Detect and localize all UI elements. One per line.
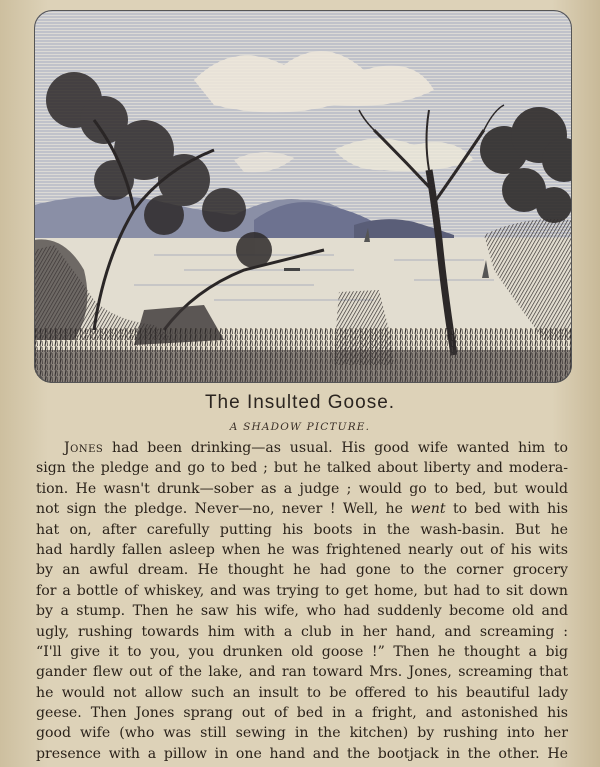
text-line bbox=[36, 479, 568, 499]
text-run: he would not allow such an insult to be offered to his beautiful lady bbox=[36, 684, 568, 701]
text-run: for a bottle of whiskey, and was trying to get home, but had to sit down bbox=[36, 582, 568, 599]
text-line bbox=[36, 703, 568, 723]
text-line bbox=[36, 560, 568, 580]
text-line bbox=[36, 744, 568, 764]
story-subtitle: A SHADOW PICTURE. bbox=[229, 421, 371, 433]
opening-word: Jones bbox=[64, 440, 104, 456]
text-line bbox=[36, 499, 568, 519]
text-run: presence with a pillow in one hand and the bootjack in the other. He bbox=[36, 745, 568, 762]
text-run: gander flew out of the lake, and ran toward Mrs. Jones, screaming that bbox=[36, 664, 568, 681]
story-title: The Insulted Goose. bbox=[204, 392, 396, 413]
text-line bbox=[36, 458, 568, 478]
rowboat bbox=[284, 268, 300, 271]
text-run: “I'll give it to you, you drunken old goose !” Then he thought a big bbox=[36, 643, 568, 660]
text-run: tion. He wasn't drunk—sober as a judge ; would go to bed, but would bbox=[36, 480, 568, 497]
lake-landscape-illustration bbox=[34, 10, 572, 383]
text-line bbox=[36, 683, 568, 703]
text-line bbox=[36, 520, 568, 540]
text-run: good wife (who was still sewing in the kitchen) by rushing into her bbox=[36, 725, 568, 742]
text-run: by an awful dream. He thought he had gone to the corner grocery bbox=[36, 562, 568, 579]
text-line bbox=[36, 601, 568, 621]
text-run: by a stump. Then he saw his wife, who had suddenly become old and bbox=[36, 603, 568, 620]
text-line bbox=[36, 642, 568, 662]
text-run: hat on, after carefully putting his boots in the wash-basin. But he bbox=[36, 521, 568, 538]
text-run: had been drinking—as usual. His good wife wanted him to bbox=[103, 440, 568, 456]
text-line bbox=[36, 540, 568, 560]
text-run: to bed with his bbox=[445, 501, 568, 518]
text-line bbox=[36, 438, 568, 458]
emphasized-word: went bbox=[410, 501, 446, 518]
story-body bbox=[36, 438, 568, 764]
text-run: sign the pledge and go to bed ; but he talked about liberty and modera- bbox=[36, 460, 568, 477]
text-run: ugly, rushing towards him with a club in her hand, and screaming : bbox=[36, 623, 568, 640]
text-run: had hardly fallen asleep when he was frightened nearly out of his wits bbox=[36, 541, 568, 558]
text-line bbox=[36, 723, 568, 743]
text-run: geese. Then Jones sprang out of bed in a fright, and astonished his bbox=[36, 705, 568, 722]
text-line bbox=[36, 622, 568, 642]
text-line bbox=[36, 662, 568, 682]
text-line bbox=[36, 581, 568, 601]
text-run: not sign the pledge. Never—no, never ! Well, he bbox=[36, 501, 411, 518]
